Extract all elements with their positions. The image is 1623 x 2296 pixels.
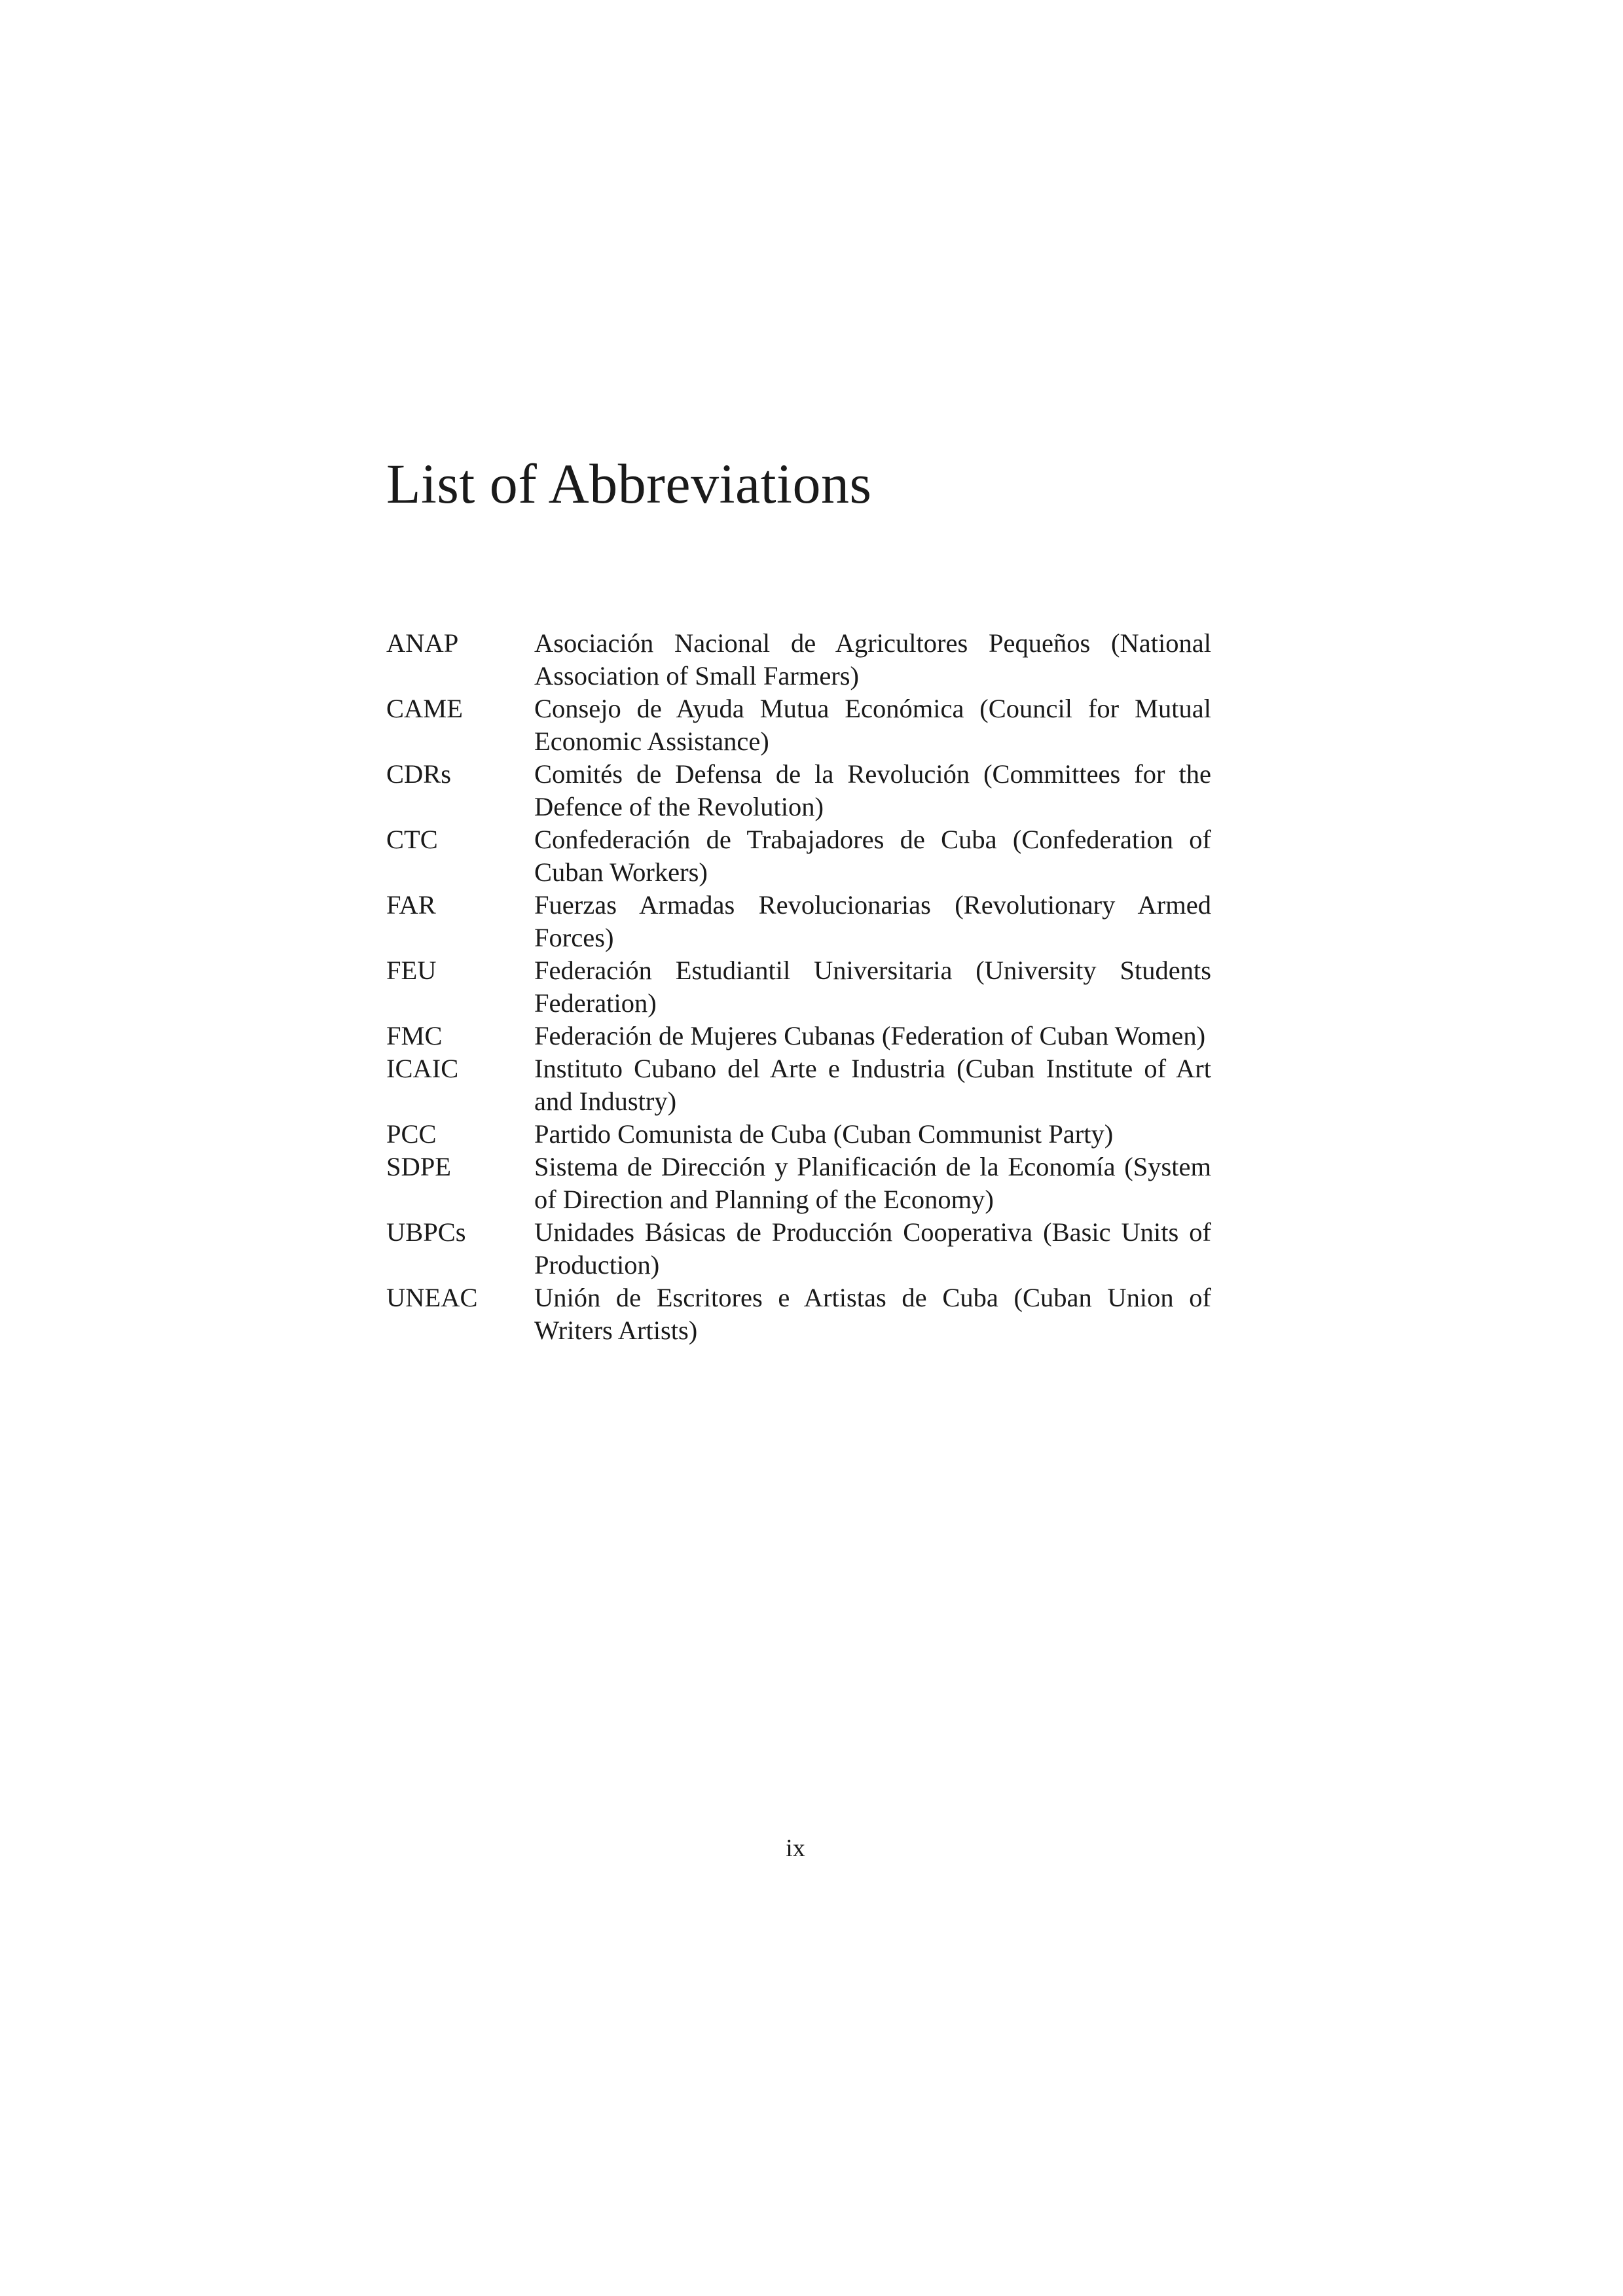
abbreviation-term: UNEAC <box>386 1283 478 1312</box>
abbreviation-term: FEU <box>386 956 437 985</box>
abbreviation-term: CAME <box>386 694 464 723</box>
abbreviation-entry <box>386 954 1211 1020</box>
abbreviation-entry <box>386 1282 1211 1347</box>
page-title: List of Abbreviations <box>386 452 872 515</box>
abbreviation-definition: Partido Comunista de Cuba (Cuban Communist Party) <box>534 1119 1114 1149</box>
abbreviation-entry <box>386 1020 1211 1052</box>
abbreviation-term: CDRs <box>386 759 452 789</box>
abbreviation-definition: Federación Estudiantil Universitaria (University Students Federation) <box>534 956 1211 1018</box>
abbreviation-definition: Sistema de Dirección y Planificación de la Economía (System of Direction and Planning of the Economy) <box>534 1152 1211 1214</box>
abbreviation-definition: Instituto Cubano del Arte e Industria (Cuban Institute of Art and Industry) <box>534 1054 1211 1116</box>
abbreviation-entry <box>386 1216 1211 1282</box>
abbreviation-definition: Unidades Básicas de Producción Cooperativa (Basic Units of Production) <box>534 1217 1211 1280</box>
abbreviation-entry <box>386 1052 1211 1118</box>
abbreviation-entry <box>386 1118 1211 1151</box>
abbreviation-entry <box>386 823 1211 889</box>
abbreviation-definition: Federación de Mujeres Cubanas (Federation of Cuban Women) <box>534 1021 1206 1050</box>
abbreviation-definition: Consejo de Ayuda Mutua Económica (Council for Mutual Economic Assistance) <box>534 694 1211 756</box>
abbreviation-entry <box>386 692 1211 758</box>
abbreviation-term: PCC <box>386 1119 437 1149</box>
abbreviation-definition: Confederación de Trabajadores de Cuba (Confederation of Cuban Workers) <box>534 825 1211 887</box>
page-number: ix <box>786 1835 805 1862</box>
abbreviation-term: ANAP <box>386 628 459 658</box>
abbreviation-definition: Asociación Nacional de Agricultores Pequeños (National Association of Small Farmers) <box>534 628 1211 691</box>
abbreviation-term: SDPE <box>386 1152 452 1181</box>
abbreviation-list <box>386 627 1211 1347</box>
abbreviation-entry <box>386 889 1211 954</box>
abbreviation-definition: Comités de Defensa de la Revolución (Committees for the Defence of the Revolution) <box>534 759 1211 821</box>
abbreviation-definition: Fuerzas Armadas Revolucionarias (Revolutionary Armed Forces) <box>534 890 1211 952</box>
abbreviation-definition: Unión de Escritores e Artistas de Cuba (Cuban Union of Writers Artists) <box>534 1283 1211 1345</box>
abbreviation-term: FAR <box>386 890 436 920</box>
abbreviation-term: UBPCs <box>386 1217 466 1247</box>
abbreviation-term: CTC <box>386 825 438 854</box>
abbreviation-entry <box>386 758 1211 823</box>
abbreviation-entry <box>386 627 1211 692</box>
abbreviation-term: FMC <box>386 1021 443 1050</box>
abbreviation-term: ICAIC <box>386 1054 459 1083</box>
abbreviation-entry <box>386 1151 1211 1216</box>
